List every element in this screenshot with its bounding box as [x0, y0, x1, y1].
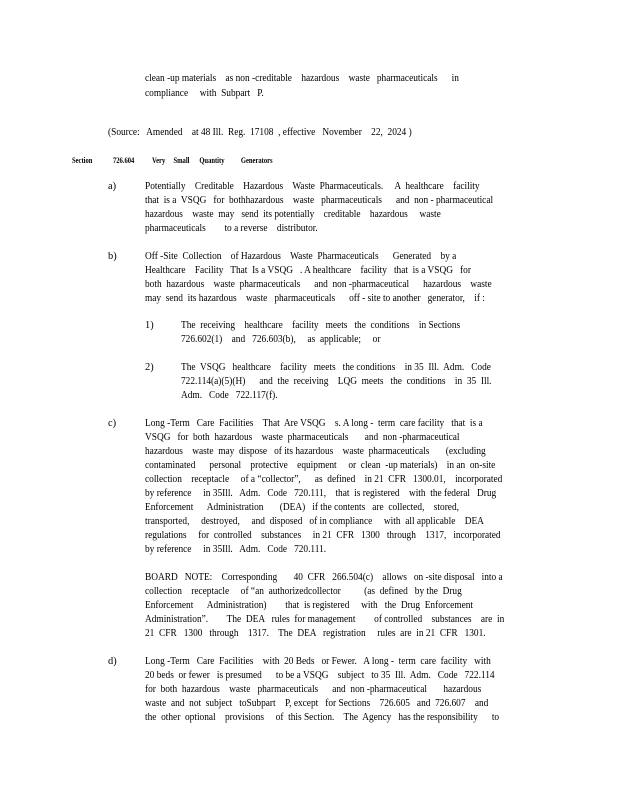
section-number: 726.604 — [113, 156, 135, 165]
item-c-line: transported, destroyed, and disposed of in compliance with all applicable DEA — [145, 516, 484, 527]
item-c-line: VSQG for both hazardous waste pharmaceuticals and non -pharmaceutical — [145, 432, 460, 443]
subitem-label-1: 1) — [145, 320, 154, 331]
item-c-line: hazardous waste may dispose of its hazardous waste pharmaceuticals (excluding — [145, 446, 486, 457]
subitem-2-line: The VSQG healthcare facility meets the conditions in 35 Ill. Adm. Code — [181, 362, 491, 373]
subitem-1-line: 726.602(1) and 726.603(b), as applicable; or — [181, 334, 381, 345]
item-d-line: Long -Term Care Facilities with 20 Beds or Fewer. A long - term care facility with — [145, 656, 491, 667]
item-c-line: collection receptacle of a “collector”, as defined in 21 CFR 1300.01, incorporated — [145, 474, 503, 485]
item-d-line: the other optional provisions of this Section. The Agency has the responsibility to — [145, 712, 500, 723]
item-c-line: by reference in 35Ill. Adm. Code 720.111, that is registered with the federal Drug — [145, 488, 497, 499]
section-title: Very Small Quantity Generators — [152, 156, 273, 165]
board-note-line: collection receptacle of “an authorizedcollector (as defined by the Drug — [145, 586, 462, 597]
item-d-line: for both hazardous waste pharmaceuticals and non -pharmaceutical hazardous — [145, 684, 482, 695]
board-note-line: 21 CFR 1300 through 1317. The DEA registration rules are in 21 CFR 1301. — [145, 628, 486, 639]
item-c-line: contaminated personal protective equipment or clean -up materials) in an on-site — [145, 460, 496, 471]
item-b-line: Healthcare Facility That Is a VSQG . A healthcare facility that is a VSQG for — [145, 265, 471, 276]
subitem-2-line: Adm. Code 722.117(f). — [181, 390, 278, 401]
item-d-line: waste and not subject toSubpart P, except for Sections 726.605 and 726.607 and — [145, 698, 489, 709]
item-label-a: a) — [108, 181, 117, 192]
section-label: Section — [72, 156, 93, 165]
board-note-line: Enforcement Administration) that is registered with the Drug Enforcement — [145, 600, 474, 611]
subitem-label-2: 2) — [145, 362, 154, 373]
item-c-line: by reference in 35Ill. Adm. Code 720.111. — [145, 544, 327, 555]
item-label-c: c) — [108, 418, 117, 429]
intro-line: clean -up materials as non -creditable hazardous waste pharmaceuticals in — [145, 73, 459, 84]
item-c-line: regulations for controlled substances in 21 CFR 1300 through 1317, incorporated — [145, 530, 501, 541]
board-note-line: BOARD NOTE: Corresponding 40 CFR 266.504(c) allows on -site disposal into a — [145, 572, 503, 583]
source-note: (Source: Amended at 48 Ill. Reg. 17108 , effective November 22, 2024 ) — [108, 127, 412, 138]
item-b-line: may send its hazardous waste pharmaceuticals off - site to another generator, if : — [145, 293, 485, 304]
item-a-line: that is a VSQG for bothhazardous waste pharmaceuticals and non - pharmaceutical — [145, 195, 494, 206]
item-a-line: hazardous waste may send its potentially creditable hazardous waste — [145, 209, 441, 220]
item-b-line: Off -Site Collection of Hazardous Waste Pharmaceuticals Generated by a — [145, 251, 457, 262]
item-c-line: Enforcement Administration (DEA) if the contents are collected, stored, — [145, 502, 459, 513]
item-label-b: b) — [108, 251, 117, 262]
board-note-line: Administration”. The DEA rules for management of controlled substances are in — [145, 614, 505, 625]
item-b-line: both hazardous waste pharmaceuticals and non -pharmaceutical hazardous waste — [145, 279, 492, 290]
item-a-line: pharmaceuticals to a reverse distributor. — [145, 223, 318, 234]
item-c-line: Long -Term Care Facilities That Are VSQG s. A long - term care facility that is a — [145, 418, 483, 429]
item-a-line: Potentially Creditable Hazardous Waste Pharmaceuticals. A healthcare facility — [145, 181, 480, 192]
item-d-line: 20 beds or fewer is presumed to be a VSQG subject to 35 Ill. Adm. Code 722.114 — [145, 670, 495, 681]
item-label-d: d) — [108, 656, 117, 667]
subitem-2-line: 722.114(a)(5)(H) and the receiving LQG meets the conditions in 35 Ill. — [181, 376, 492, 387]
subitem-1-line: The receiving healthcare facility meets the conditions in Sections — [181, 320, 461, 331]
intro-line: compliance with Subpart P. — [145, 88, 264, 99]
